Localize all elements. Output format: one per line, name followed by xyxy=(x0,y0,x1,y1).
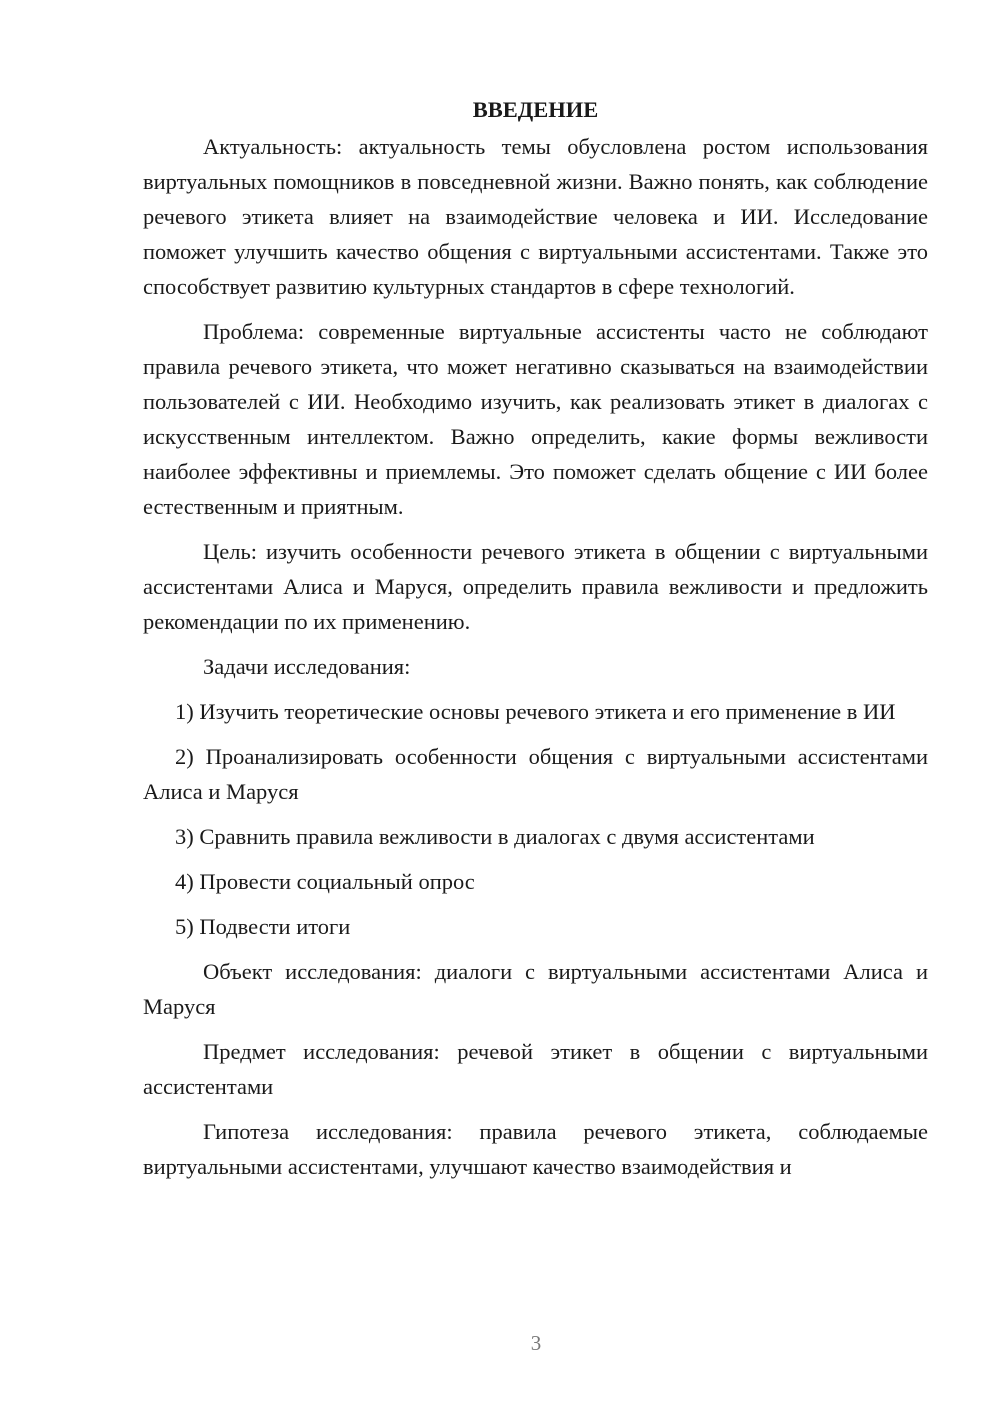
section-heading: ВВЕДЕНИЕ xyxy=(472,97,599,122)
task-item-5: 5) Подвести итоги xyxy=(175,914,351,939)
task-item-1: 1) Изучить теоретические основы речевого этикета и его применение в ИИ xyxy=(175,699,896,724)
paragraph-problem: Проблема: современные виртуальные ассистенты часто не соблюдают правила речевого этикета, что может негативно сказываться на взаимодействии пользователей с ИИ. Необходимо изучить, как реализовать этикет в диалогах с искусственным интеллектом. Важно определить, какие формы вежливости наиболее эффективны и приемлемы. Это поможет сделать общение с ИИ более естественным и приятным. xyxy=(143,319,928,519)
paragraph-hypothesis: Гипотеза исследования: правила речевого этикета, соблюдаемые виртуальными ассистентами, улучшают качество взаимодействия и xyxy=(143,1119,928,1179)
page-content xyxy=(143,92,928,1194)
task-item-2: 2) Проанализировать особенности общения с виртуальными ассистентами Алиса и Маруся xyxy=(143,744,928,804)
task-item-3: 3) Сравнить правила вежливости в диалогах с двумя ассистентами xyxy=(175,824,815,849)
tasks-title: Задачи исследования: xyxy=(203,654,411,679)
paragraph-goal: Цель: изучить особенности речевого этикета в общении с виртуальными ассистентами Алиса и Маруся, определить правила вежливости и предложить рекомендации по их применению. xyxy=(143,539,928,634)
paragraph-object: Объект исследования: диалоги с виртуальными ассистентами Алиса и Маруся xyxy=(143,959,928,1019)
task-item-4: 4) Провести социальный опрос xyxy=(175,869,475,894)
paragraph-subject: Предмет исследования: речевой этикет в общении с виртуальными ассистентами xyxy=(143,1039,928,1099)
paragraph-relevance: Актуальность: актуальность темы обусловлена ростом использования виртуальных помощников в повседневной жизни. Важно понять, как соблюдение речевого этикета влияет на взаимодействие человека и ИИ. Исследование поможет улучшить качество общения с виртуальными ассистентами. Также это способствует развитию культурных стандартов в сфере технологий. xyxy=(143,134,928,299)
page-number: 3 xyxy=(530,1331,542,1355)
